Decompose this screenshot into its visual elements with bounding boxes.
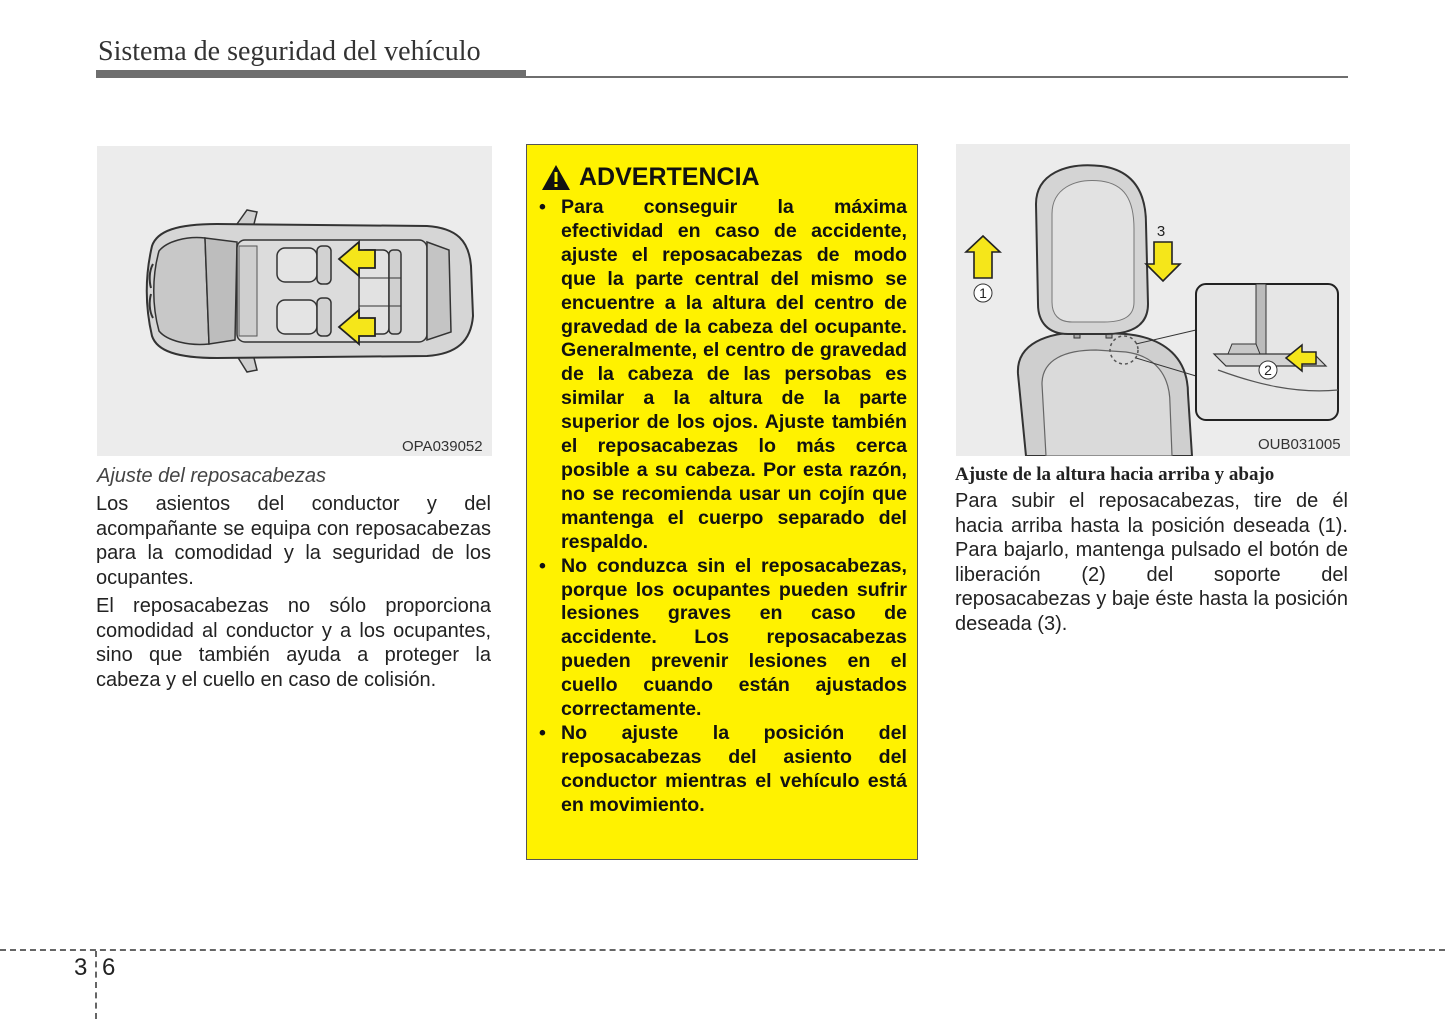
warning-item bbox=[537, 196, 907, 555]
section-title: Sistema de seguridad del vehículo bbox=[98, 36, 481, 67]
bullet-icon: • bbox=[539, 554, 546, 577]
left-body bbox=[96, 492, 491, 696]
label-1: 1 bbox=[979, 285, 987, 301]
headrest-adjustment-figure bbox=[956, 144, 1350, 456]
car-top-view-figure bbox=[97, 146, 492, 456]
warning-item-text: Para conseguir la máxima efectividad en caso de accidente, ajuste el reposacabezas de modo que la parte central del mismo se encuentre a la altura del centro de gravedad de la cabeza del ocupante. Generalmente, el centro de gravedad de la cabeza de las persobas es similar a la altura de la parte superior de los ojos. Ajuste también el reposacabezas lo más cerca posible a su cabeza. Por esta razón, no se recomienda usar un cojín que mantenga el cuerpo separado del respaldo. bbox=[561, 196, 907, 553]
page-number: 6 bbox=[102, 954, 116, 981]
right-paragraph: Para subir el reposacabezas, tire de él hacia arriba hasta la posición deseada (1). Para bajarlo, mantenga pulsado el botón de liberación (2) del soporte del reposacabezas y baje éste hasta la posición deseada (3). bbox=[955, 490, 1348, 635]
headrest-illustration bbox=[956, 144, 1350, 456]
footer-rule bbox=[0, 949, 1445, 951]
warning-item-text: No conduzca sin el reposacabezas, porque los ocupantes pueden sufrir lesiones graves en caso de accidente. Los reposacabezas pueden prevenir lesiones en el cuello cuando están ajustados correctamente. bbox=[561, 554, 907, 721]
warning-title: ADVERTENCIA bbox=[579, 163, 760, 191]
right-body bbox=[955, 489, 1348, 640]
bullet-icon: • bbox=[539, 721, 546, 744]
warning-header bbox=[541, 163, 760, 192]
warning-item bbox=[537, 722, 907, 818]
warning-list bbox=[537, 196, 907, 818]
warning-item-text: No ajuste la posición del reposacabezas del asiento del conductor mientras el vehículo está en movimiento. bbox=[561, 721, 907, 816]
label-2: 2 bbox=[1264, 362, 1272, 378]
header-rule bbox=[96, 76, 1348, 78]
figure-code-right: OUB031005 bbox=[1258, 436, 1341, 453]
figure-code-left: OPA039052 bbox=[402, 438, 483, 455]
warning-box bbox=[526, 144, 918, 860]
left-heading: Ajuste del reposacabezas bbox=[97, 465, 327, 487]
bullet-icon: • bbox=[539, 196, 546, 218]
car-top-view-illustration bbox=[97, 146, 492, 456]
left-paragraph: Los asientos del conductor y del acompañante se equipa con reposacabezas para la comodidad y la seguridad de los ocupantes. bbox=[96, 493, 491, 589]
right-heading: Ajuste de la altura hacia arriba y abajo bbox=[955, 464, 1275, 485]
warning-item bbox=[537, 555, 907, 722]
warning-triangle-icon bbox=[541, 164, 571, 191]
label-3: 3 bbox=[1156, 223, 1166, 240]
footer-divider bbox=[95, 951, 97, 1019]
chapter-number: 3 bbox=[74, 954, 88, 981]
left-paragraph: El reposacabezas no sólo proporciona comodidad al conductor y a los ocupantes, sino que también ayuda a proteger la cabeza y el cuello en caso de colisión. bbox=[96, 595, 491, 691]
